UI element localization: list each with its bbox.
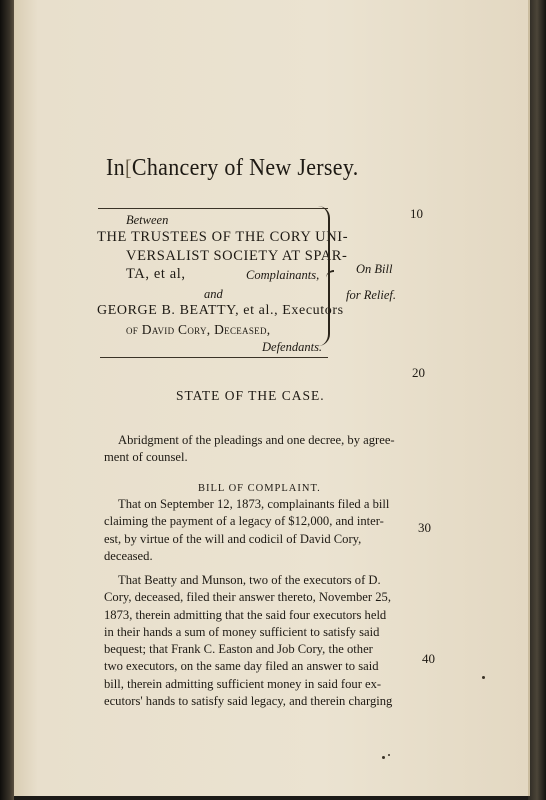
caption-plaintiff-line3: TA, et al, (126, 266, 186, 282)
caption-complainants: Complainants, (246, 268, 320, 282)
paragraph-line: bill, therein admitting sufficient money in said four ex- (104, 676, 382, 691)
ink-speck (388, 754, 390, 756)
paragraph-line: deceased. (104, 548, 153, 563)
line-number-40: 40 (422, 651, 435, 666)
caption-plaintiff-line2: VERSALIST SOCIETY AT SPAR- (126, 248, 348, 264)
paragraph-line: est, by virtue of the will and codicil of David Cory, (104, 531, 362, 546)
caption-defendant-line1: GEORGE B. BEATTY, et al., Executors (97, 303, 344, 318)
line-number-30: 30 (418, 520, 431, 535)
caption-on-bill: On Bill (356, 262, 393, 276)
paragraph-line: That Beatty and Munson, two of the executors of D. (118, 573, 381, 587)
caption-for-relief: for Relief. (346, 288, 396, 302)
ink-speck (382, 756, 385, 759)
caption-bottom-rule (100, 357, 328, 358)
page-edge (528, 0, 546, 800)
intro-line: ment of counsel. (104, 450, 188, 465)
paragraph-2 (104, 572, 420, 710)
title-bracket: [ (124, 155, 132, 181)
caption-defendants: Defendants. (262, 340, 323, 354)
caption-top-rule (98, 208, 328, 209)
paragraph-line: two executors, on the same day filed an answer to said (104, 659, 379, 674)
paragraph-line: Cory, deceased, filed their answer thereto, November 25, (104, 590, 391, 605)
title-rest: Chancery of New Jersey. (131, 152, 359, 181)
paragraph-line: That on September 12, 1873, complainants filed a bill (118, 497, 390, 511)
intro-paragraph (104, 432, 420, 467)
line-number-20: 20 (412, 365, 425, 380)
ink-speck (482, 676, 485, 679)
caption-defendant-line2: of David Cory, Deceased, (126, 322, 271, 337)
caption-between: Between (126, 213, 169, 227)
line-number-10: 10 (410, 206, 423, 221)
intro-line: Abridgment of the pleadings and one decree, by agree- (118, 433, 395, 447)
paragraph-1 (104, 496, 420, 565)
paragraph-line: in their hands a sum of money sufficient to satisfy said (104, 624, 380, 639)
caption-plaintiff-line1: THE TRUSTEES OF THE CORY UNI- (97, 229, 349, 245)
title-in: In (106, 152, 125, 181)
paragraph-line: bequest; that Frank C. Easton and Job Cory, the other (104, 642, 373, 657)
paragraph-line: ecutors' hands to satisfy said legacy, and therein charging (104, 694, 393, 709)
book-binding (0, 0, 14, 800)
subheading-bill-of-complaint: BILL OF COMPLAINT. (198, 483, 321, 494)
paragraph-line: 1873, therein admitting that the said four executors held (104, 607, 387, 622)
page-title (106, 152, 359, 181)
section-heading: STATE OF THE CASE. (176, 388, 325, 403)
paragraph-line: claiming the payment of a legacy of $12,000, and inter- (104, 514, 384, 529)
caption-and: and (204, 287, 223, 301)
